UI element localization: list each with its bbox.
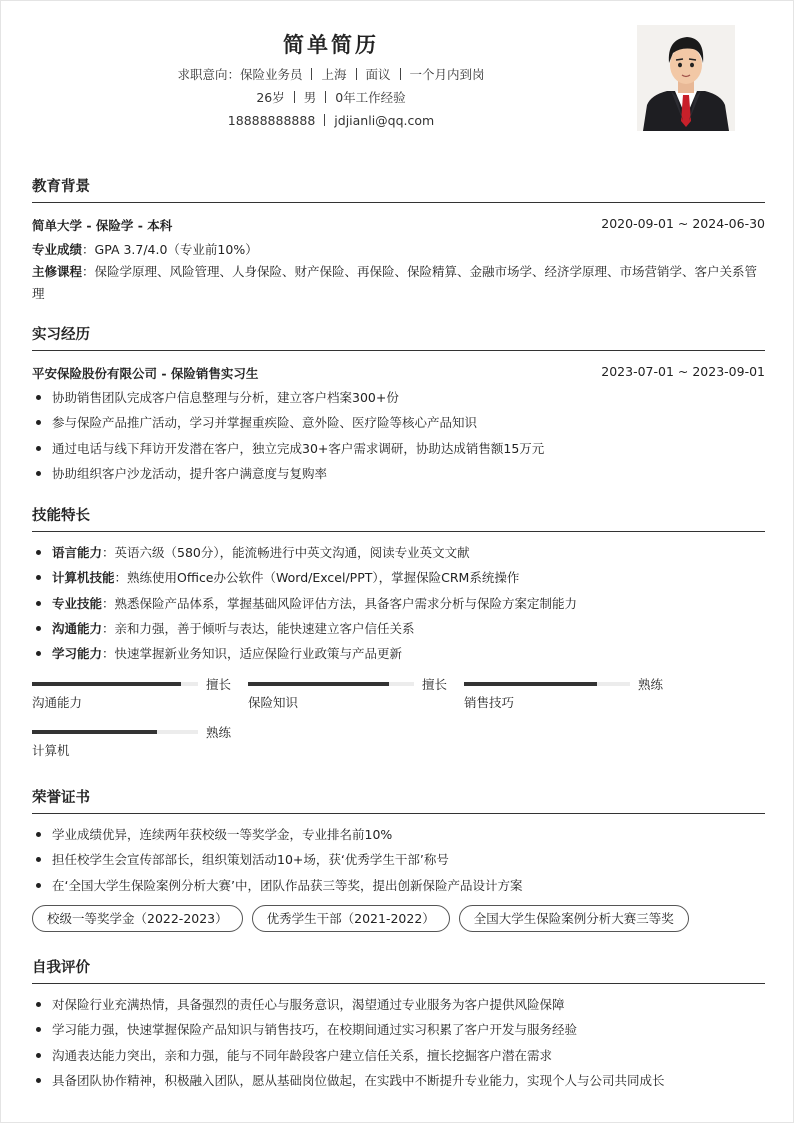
basic-info-line bbox=[1, 90, 661, 105]
internship-section bbox=[32, 323, 765, 486]
skill-bar bbox=[32, 722, 248, 760]
skill-name: 保险知识 bbox=[248, 695, 299, 711]
list-item: 学业成绩优异，连续两年获校级一等奖学金，专业排名前10% bbox=[32, 822, 765, 847]
skill-bar-track bbox=[248, 682, 414, 686]
location: 上海 bbox=[321, 67, 347, 82]
skill-bar-track bbox=[464, 682, 630, 686]
internship-date: 2023-07-01 ~ 2023-09-01 bbox=[601, 364, 765, 379]
skill-level: 擅长 bbox=[206, 677, 232, 693]
experience: 0年工作经验 bbox=[335, 90, 406, 105]
section-title-skills: 技能特长 bbox=[32, 504, 765, 532]
score-label: 专业成绩 bbox=[32, 242, 83, 257]
honor-tag: 校级一等奖学金（2022-2023） bbox=[32, 905, 243, 932]
job-intent-line bbox=[1, 67, 661, 82]
education-section bbox=[32, 175, 765, 305]
skill-level: 擅长 bbox=[422, 677, 448, 693]
list-item: 计算机技能：熟练使用Office办公软件（Word/Excel/PPT），掌握保险CRM系统操作 bbox=[32, 565, 765, 590]
education-score bbox=[32, 239, 765, 261]
phone: 18888888888 bbox=[227, 113, 316, 128]
availability: 一个月内到岗 bbox=[409, 67, 485, 82]
section-title-honors: 荣誉证书 bbox=[32, 786, 765, 814]
course-value: ：保险学原理、风险管理、人身保险、财产保险、再保险、保险精算、金融市场学、经济学原理、市场营销学、客户关系管理 bbox=[32, 264, 758, 301]
honor-tag: 全国大学生保险案例分析大赛三等奖 bbox=[459, 905, 689, 932]
skill-bar-track bbox=[32, 730, 198, 734]
job-intent: 求职意向：保险业务员 bbox=[177, 67, 303, 82]
internship-company: 平安保险股份有限公司 - 保险销售实习生 bbox=[32, 366, 259, 381]
avatar-photo bbox=[637, 25, 735, 131]
education-courses bbox=[32, 261, 765, 305]
skill-level: 熟练 bbox=[638, 677, 664, 693]
skill-bar-fill bbox=[248, 682, 389, 686]
skill-bar-fill bbox=[32, 682, 181, 686]
skill-level: 熟练 bbox=[206, 725, 232, 741]
internship-list bbox=[32, 385, 765, 486]
honors-section bbox=[32, 786, 765, 932]
email: jdjianli@qq.com bbox=[334, 113, 435, 128]
internship-entry-header bbox=[32, 364, 765, 382]
list-item: 沟通能力：亲和力强，善于倾听与表达，能快速建立客户信任关系 bbox=[32, 616, 765, 641]
self-eval-list bbox=[32, 992, 765, 1093]
skills-section bbox=[32, 504, 765, 770]
skill-name: 沟通能力 bbox=[32, 695, 83, 711]
education-date: 2020-09-01 ~ 2024-06-30 bbox=[601, 216, 765, 231]
honor-tag: 优秀学生干部（2021-2022） bbox=[252, 905, 450, 932]
education-school: 简单大学 - 保险学 - 本科 bbox=[32, 218, 173, 233]
salary: 面议 bbox=[365, 67, 391, 82]
list-item: 参与保险产品推广活动，学习并掌握重疾险、意外险、医疗险等核心产品知识 bbox=[32, 410, 765, 435]
skill-bar bbox=[464, 674, 680, 712]
contact-line bbox=[1, 113, 661, 128]
skill-bar bbox=[248, 674, 464, 712]
list-item: 通过电话与线下拜访开发潜在客户，独立完成30+客户需求调研，协助达成销售额15万元 bbox=[32, 436, 765, 461]
list-item: 具备团队协作精神，积极融入团队，愿从基础岗位做起，在实践中不断提升专业能力，实现个人与公司共同成长 bbox=[32, 1068, 765, 1093]
course-label: 主修课程 bbox=[32, 264, 83, 279]
skill-bar bbox=[32, 674, 248, 712]
list-item: 专业技能：熟悉保险产品体系，掌握基础风险评估方法，具备客户需求分析与保险方案定制能力 bbox=[32, 591, 765, 616]
honor-tags bbox=[32, 905, 765, 932]
score-value: ：GPA 3.7/4.0（专业前10%） bbox=[82, 242, 258, 257]
self-eval-section bbox=[32, 956, 765, 1093]
list-item: 沟通表达能力突出，亲和力强，能与不同年龄段客户建立信任关系，擅长挖掘客户潜在需求 bbox=[32, 1043, 765, 1068]
skill-level-bars bbox=[32, 674, 765, 770]
list-item: 语言能力：英语六级（580分），能流畅进行中英文沟通，阅读专业英文文献 bbox=[32, 540, 765, 565]
education-entry-header bbox=[32, 216, 765, 234]
list-item: 学习能力强，快速掌握保险产品知识与销售技巧，在校期间通过实习积累了客户开发与服务经验 bbox=[32, 1017, 765, 1042]
candidate-name: 简单简历 bbox=[283, 33, 379, 57]
skills-list bbox=[32, 540, 765, 666]
skill-name: 销售技巧 bbox=[464, 695, 515, 711]
list-item: 协助销售团队完成客户信息整理与分析，建立客户档案300+份 bbox=[32, 385, 765, 410]
skill-bar-fill bbox=[32, 730, 157, 734]
list-item: 学习能力：快速掌握新业务知识，适应保险行业政策与产品更新 bbox=[32, 641, 765, 666]
list-item: 担任校学生会宣传部部长，组织策划活动10+场，获‘优秀学生干部’称号 bbox=[32, 847, 765, 872]
skill-name: 计算机 bbox=[32, 743, 70, 759]
list-item: 对保险行业充满热情，具备强烈的责任心与服务意识，渴望通过专业服务为客户提供风险保障 bbox=[32, 992, 765, 1017]
section-title-internship: 实习经历 bbox=[32, 323, 765, 351]
skill-bar-track bbox=[32, 682, 198, 686]
list-item: 协助组织客户沙龙活动，提升客户满意度与复购率 bbox=[32, 461, 765, 486]
gender: 男 bbox=[303, 90, 317, 105]
skill-bar-fill bbox=[464, 682, 597, 686]
list-item: 在‘全国大学生保险案例分析大赛’中，团队作品获三等奖，提出创新保险产品设计方案 bbox=[32, 873, 765, 898]
honors-list bbox=[32, 822, 765, 898]
section-title-education: 教育背景 bbox=[32, 175, 765, 203]
age: 26岁 bbox=[256, 90, 285, 105]
resume-header bbox=[1, 29, 661, 128]
section-title-self-eval: 自我评价 bbox=[32, 956, 765, 984]
